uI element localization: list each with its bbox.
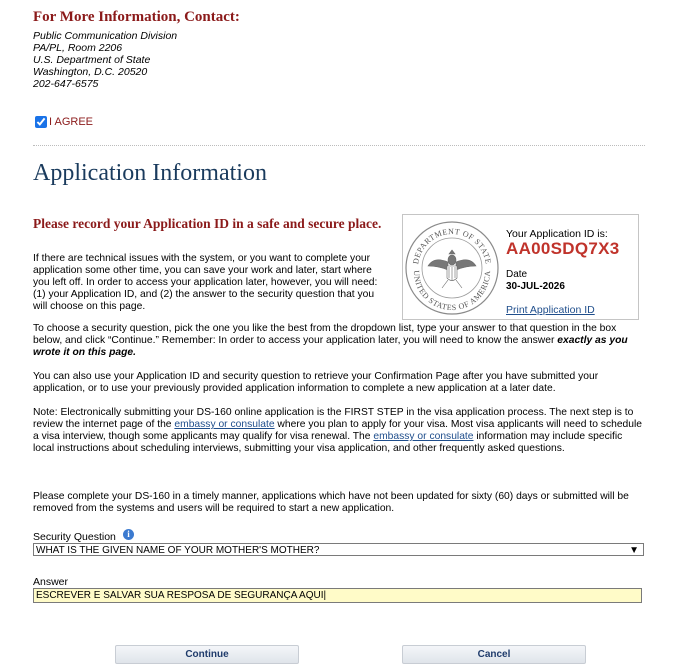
answer-label: Answer <box>33 576 69 588</box>
record-notice-title: Please record your Application ID in a safe and secure place. <box>33 216 382 231</box>
agree-checkbox[interactable] <box>35 116 47 128</box>
date-value: 30-JUL-2026 <box>506 281 565 292</box>
cancel-button[interactable]: Cancel <box>402 645 586 664</box>
instructions-paragraph-2 <box>33 323 645 359</box>
paragraph-text: Note: Electronically submitting your DS-160 online application is the FIRST STEP in the visa application process. The next step is to review the internet page of the <box>33 407 634 430</box>
paragraph-emphasis: exactly as you wrote it on this page. <box>33 335 628 358</box>
paragraph-text: To choose a security question, pick the one you like the best from the dropdown list, type your answer to that question in the box below, and click “Continue.” Remember: In order to access your application later, you will need to know the answer <box>33 323 617 346</box>
agree-row <box>35 116 93 128</box>
paragraph-text: where you plan to apply for your visa. Most visa applicants will need to schedule a visa interview, though some applicants may qualify for visa renewal. The <box>33 419 643 442</box>
answer-input[interactable] <box>33 588 642 603</box>
answer-value: ESCREVER E SALVAR SUA RESPOSA DE SEGURANÇA AQUI <box>36 590 324 601</box>
svg-text:DEPARTMENT OF STATE: DEPARTMENT OF STATE <box>411 226 493 265</box>
instructions-paragraph-5: Please complete your DS-160 in a timely manner, applications which have not been updated for sixty (60) days or submitted will be removed from the systems and users will be required to start a new application. <box>33 491 629 514</box>
text-cursor: | <box>323 590 327 601</box>
agree-label[interactable]: I AGREE <box>49 116 94 128</box>
print-application-id-link[interactable]: Print Application ID <box>506 304 595 316</box>
paragraph-text: information may include specific local instructions about scheduling interviews, submitting your visa application, and other frequently asked questions. <box>33 431 623 454</box>
embassy-consulate-link[interactable]: embassy or consulate <box>373 431 474 442</box>
application-id-value: AA00SDQ7X3 <box>506 239 620 258</box>
instructions-paragraph-1: If there are technical issues with the system, or you want to complete your application some other time, you can save your work and later, start where you left off. In order to access your application later, however, you will need: (1) your Application ID, and (2) the answer to the security question that you will choose on this page. <box>33 253 378 312</box>
application-id-label: Your Application ID is: <box>506 228 608 240</box>
instructions-paragraph-4 <box>33 407 645 455</box>
contact-line: 202-647-6575 <box>33 78 99 90</box>
contact-line: U.S. Department of State <box>33 54 151 66</box>
security-question-select[interactable] <box>33 543 644 556</box>
embassy-consulate-link[interactable]: embassy or consulate <box>174 419 275 430</box>
continue-button[interactable]: Continue <box>115 645 299 664</box>
contact-line: Washington, D.C. 20520 <box>33 66 148 78</box>
date-label: Date <box>506 269 528 280</box>
contact-address <box>33 30 177 90</box>
contact-line: Public Communication Division <box>33 30 178 42</box>
divider <box>33 145 645 146</box>
security-question-label: Security Question <box>33 531 116 543</box>
security-question-value: WHAT IS THE GIVEN NAME OF YOUR MOTHER'S MOTHER? <box>36 545 320 556</box>
instructions-paragraph-3: You can also use your Application ID and security question to retrieve your Confirmation Page after you have submitted your application, or to use your previously provided application information to complete a new application at a later date. <box>33 371 599 394</box>
info-icon[interactable]: i <box>123 529 134 540</box>
svg-text:UNITED STATES OF AMERICA: UNITED STATES OF AMERICA <box>411 270 493 313</box>
state-department-seal-icon <box>404 220 500 316</box>
contact-title: For More Information, Contact: <box>33 9 240 25</box>
chevron-down-icon: ▼ <box>629 545 639 556</box>
contact-line: PA/PL, Room 2206 <box>33 42 123 54</box>
page-title: Application Information <box>33 160 267 186</box>
